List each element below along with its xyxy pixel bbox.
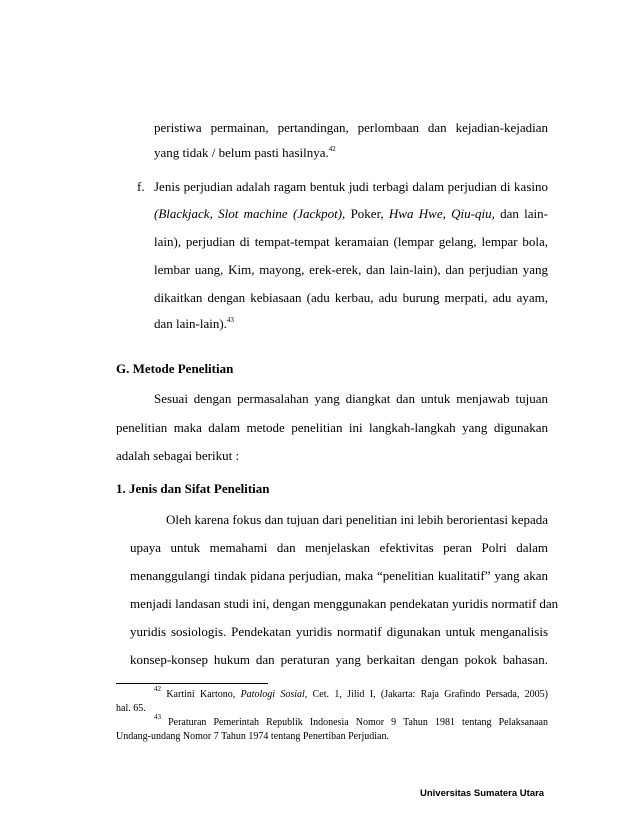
footnote-ref: 43 <box>226 316 234 324</box>
footnote-43 <box>116 713 548 729</box>
body-line: lembar uang, Kim, mayong, erek-erek, dan lain-lain), dan perjudian yang <box>154 262 548 277</box>
italic-text: (Blackjack, Slot machine (Jackpot), <box>154 206 346 221</box>
body-text: Poker, <box>345 206 389 221</box>
body-line: Jenis perjudian adalah ragam bentuk judi terbagi dalam perjudian di kasino <box>154 179 548 194</box>
body-line: yuridis sosiologis. Pendekatan yuridis normatif digunakan untuk menganalisis <box>130 624 548 639</box>
body-line: konsep-konsep hukum dan peraturan yang berkaitan dengan pokok bahasan. <box>130 652 548 667</box>
footnote-ref: 42 <box>328 145 336 153</box>
footnote-42 <box>116 685 548 701</box>
body-line: penelitian maka dalam metode penelitian ini langkah-langkah yang digunakan <box>116 420 548 435</box>
footnote-text: Kartini Kartono, <box>161 689 241 700</box>
body-text: dan lain-lain). <box>154 316 227 331</box>
body-line: upaya untuk memahami dan menjelaskan efektivitas peran Polri dalam <box>130 540 548 555</box>
body-line: menanggulangi tindak pidana perjudian, maka “penelitian kualitatif” yang akan <box>130 568 548 583</box>
list-marker: f. <box>137 179 145 194</box>
footnote-42-cont: hal. 65. <box>116 703 146 714</box>
body-line <box>154 145 548 161</box>
body-line <box>154 316 548 332</box>
footnote-text: Peraturan Pemerintah Republik Indonesia Nomor 9 Tahun 1981 tentang Pelaksanaan <box>161 717 548 728</box>
body-line: Sesuai dengan permasalahan yang diangkat dan untuk menjawab tujuan <box>154 391 548 406</box>
footnote-text: Cet. 1, Jilid I, (Jakarta: Raja Grafindo Persada, 2005) <box>307 689 548 700</box>
body-line <box>154 206 548 222</box>
body-text: dan lain- <box>494 206 548 221</box>
footer-institution: Universitas Sumatera Utara <box>420 788 545 799</box>
body-line: peristiwa permainan, pertandingan, perlombaan dan kejadian-kejadian <box>154 120 548 135</box>
footnote-italic: Patologi Sosial, <box>240 689 308 700</box>
body-line: lain), perjudian di tempat-tempat keramaian (lempar gelang, lempar bola, <box>154 234 548 249</box>
section-heading: G. Metode Penelitian <box>116 361 234 376</box>
body-line: menjadi landasan studi ini, dengan menggunakan pendekatan yuridis normatif dan <box>130 596 559 611</box>
footnote-number: 42 <box>154 685 161 693</box>
body-text: yang tidak / belum pasti hasilnya. <box>154 145 329 160</box>
footnote-number: 43 <box>154 713 161 721</box>
italic-text: Hwa Hwe, Qiu-qiu, <box>388 206 495 221</box>
body-line: dikaitkan dengan kebiasaan (adu kerbau, adu burung merpati, adu ayam, <box>154 290 548 305</box>
subsection-heading: 1. Jenis dan Sifat Penelitian <box>116 481 270 496</box>
footnote-43-cont: Undang-undang Nomor 7 Tahun 1974 tentang Penertiban Perjudian. <box>116 731 389 742</box>
body-line: Oleh karena fokus dan tujuan dari penelitian ini lebih berorientasi kepada <box>166 512 548 527</box>
footnote-rule <box>116 683 268 684</box>
body-line: adalah sebagai berikut : <box>116 448 240 463</box>
